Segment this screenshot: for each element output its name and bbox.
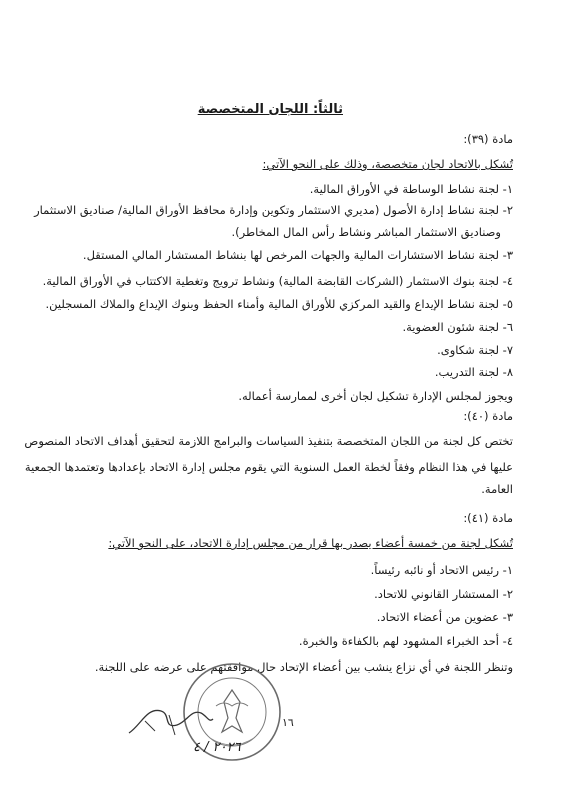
list-item: ٧- لجنة شكاوى. — [437, 343, 513, 357]
article-39-intro: تُشكل بالاتحاد لجان متخصصة، وذلك على النحو الآتي: — [262, 157, 513, 171]
article-40-body-line: عليها في هذا النظام وفقاً لخطة العمل السنوية التي يقوم مجلس إدارة الاتحاد بإعدادها وتعتمدها الجمعية — [24, 460, 513, 474]
list-item: ٦- لجنة شئون العضوية. — [402, 320, 513, 334]
list-item: ٥- لجنة نشاط الإيداع والقيد المركزي للأوراق المالية وأمناء الحفظ وبنوك الإيداع والملاك المسجلين. — [45, 297, 513, 311]
list-item: ٢- لجنة نشاط إدارة الأصول (مديري الاستثمار وتكوين وإدارة محافظ الأوراق المالية/ صناديق الاستثمار — [34, 203, 513, 217]
list-item: ٤- لجنة بنوك الاستثمار (الشركات القابضة المالية) ونشاط ترويج وتغطية الاكتتاب في الأوراق المالية. — [42, 274, 513, 288]
article-40-body-line: تختص كل لجنة من اللجان المتخصصة بتنفيذ السياسات والبرامج اللازمة لتحقيق أهداف الاتحاد المنصوص — [24, 434, 513, 448]
list-item: ٣- عضوين من أعضاء الاتحاد. — [376, 610, 513, 624]
article-41-intro: تُشكل لجنة من خمسة أعضاء يصدر بها قرار من مجلس إدارة الاتحاد، على النحو الآتي: — [108, 536, 513, 550]
article-40-body-line: العامة. — [481, 482, 513, 496]
list-item: ٤- أحد الخبراء المشهود لهم بالكفاءة والخبرة. — [298, 634, 513, 648]
list-item: ٢- المستشار القانوني للاتحاد. — [374, 587, 513, 601]
list-item: ١- رئيس الاتحاد أو نائبه رئيساً. — [370, 563, 513, 577]
list-item: ٣- لجنة نشاط الاستشارات المالية والجهات المرخص لها بنشاط المستشار المالي المستقل. — [82, 248, 513, 262]
signature — [125, 695, 215, 740]
list-item: وصناديق الاستثمار المباشر ونشاط رأس المال المخاطر). — [231, 225, 501, 239]
handwritten-note: ٢٠٢٦ / ٤ — [193, 740, 241, 755]
article-39-heading: مادة (٣٩): — [463, 132, 513, 146]
closing-line: وتنظر اللجنة في أي نزاع ينشب بين أعضاء الإتحاد حال موافقتهم على عرضه على اللجنة. — [94, 660, 513, 674]
board-line: ويجوز لمجلس الإدارة تشكيل لجان أخرى لممارسة أعماله. — [238, 389, 513, 403]
article-40-heading: مادة (٤٠): — [463, 409, 513, 423]
article-41-heading: مادة (٤١): — [463, 511, 513, 525]
page-number: ١٦ — [282, 716, 294, 729]
section-title: ثالثاً: اللجان المتخصصة — [197, 102, 343, 117]
list-item: ٨- لجنة التدريب. — [434, 365, 513, 379]
list-item: ١- لجنة نشاط الوساطة في الأوراق المالية. — [309, 182, 513, 196]
